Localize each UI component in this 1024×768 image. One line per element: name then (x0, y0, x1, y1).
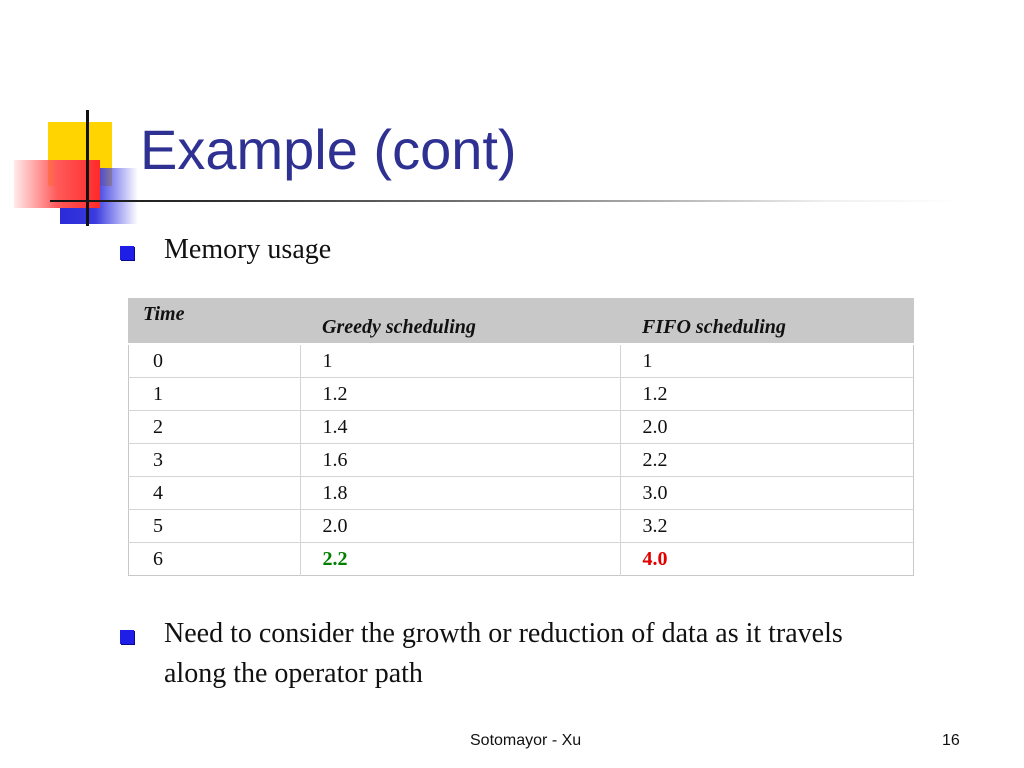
cell-fifo: 3.2 (620, 510, 914, 543)
cell-time: 4 (129, 477, 301, 510)
cell-greedy: 2.0 (300, 510, 620, 543)
footer-author: Sotomayor - Xu (470, 732, 582, 749)
cell-fifo: 2.0 (620, 411, 914, 444)
bullet-data-growth: Need to consider the growth or reduction of data as it travels along the operator path (164, 618, 843, 689)
header-greedy: Greedy scheduling (300, 299, 620, 345)
cell-time: 6 (129, 543, 301, 576)
cell-greedy: 1.8 (300, 477, 620, 510)
cell-greedy-highlight: 2.2 (300, 543, 620, 576)
cell-greedy: 1.4 (300, 411, 620, 444)
cell-fifo: 1.2 (620, 378, 914, 411)
slide-title: Example (cont) (140, 118, 517, 181)
table-row (129, 344, 914, 378)
bullet-square-icon (120, 246, 134, 260)
header-time: Time (129, 299, 301, 345)
table-row (129, 378, 914, 411)
table-header-row (129, 299, 914, 345)
decor-vertical-line (86, 110, 89, 226)
table-row (129, 543, 914, 576)
table-row (129, 477, 914, 510)
cell-time: 3 (129, 444, 301, 477)
memory-usage-table (128, 298, 914, 576)
table-row (129, 411, 914, 444)
cell-greedy: 1.2 (300, 378, 620, 411)
cell-time: 0 (129, 344, 301, 378)
table-row (129, 510, 914, 543)
cell-time: 2 (129, 411, 301, 444)
bullet-memory-usage: Memory usage (164, 234, 332, 265)
title-underline (50, 200, 960, 202)
bullet-square-icon (120, 630, 134, 644)
cell-greedy: 1.6 (300, 444, 620, 477)
footer-page-number: 16 (942, 732, 960, 749)
cell-time: 1 (129, 378, 301, 411)
cell-fifo-highlight: 4.0 (620, 543, 914, 576)
cell-time: 5 (129, 510, 301, 543)
cell-fifo: 3.0 (620, 477, 914, 510)
cell-fifo: 1 (620, 344, 914, 378)
header-fifo: FIFO scheduling (620, 299, 914, 345)
cell-greedy: 1 (300, 344, 620, 378)
cell-fifo: 2.2 (620, 444, 914, 477)
table-row (129, 444, 914, 477)
